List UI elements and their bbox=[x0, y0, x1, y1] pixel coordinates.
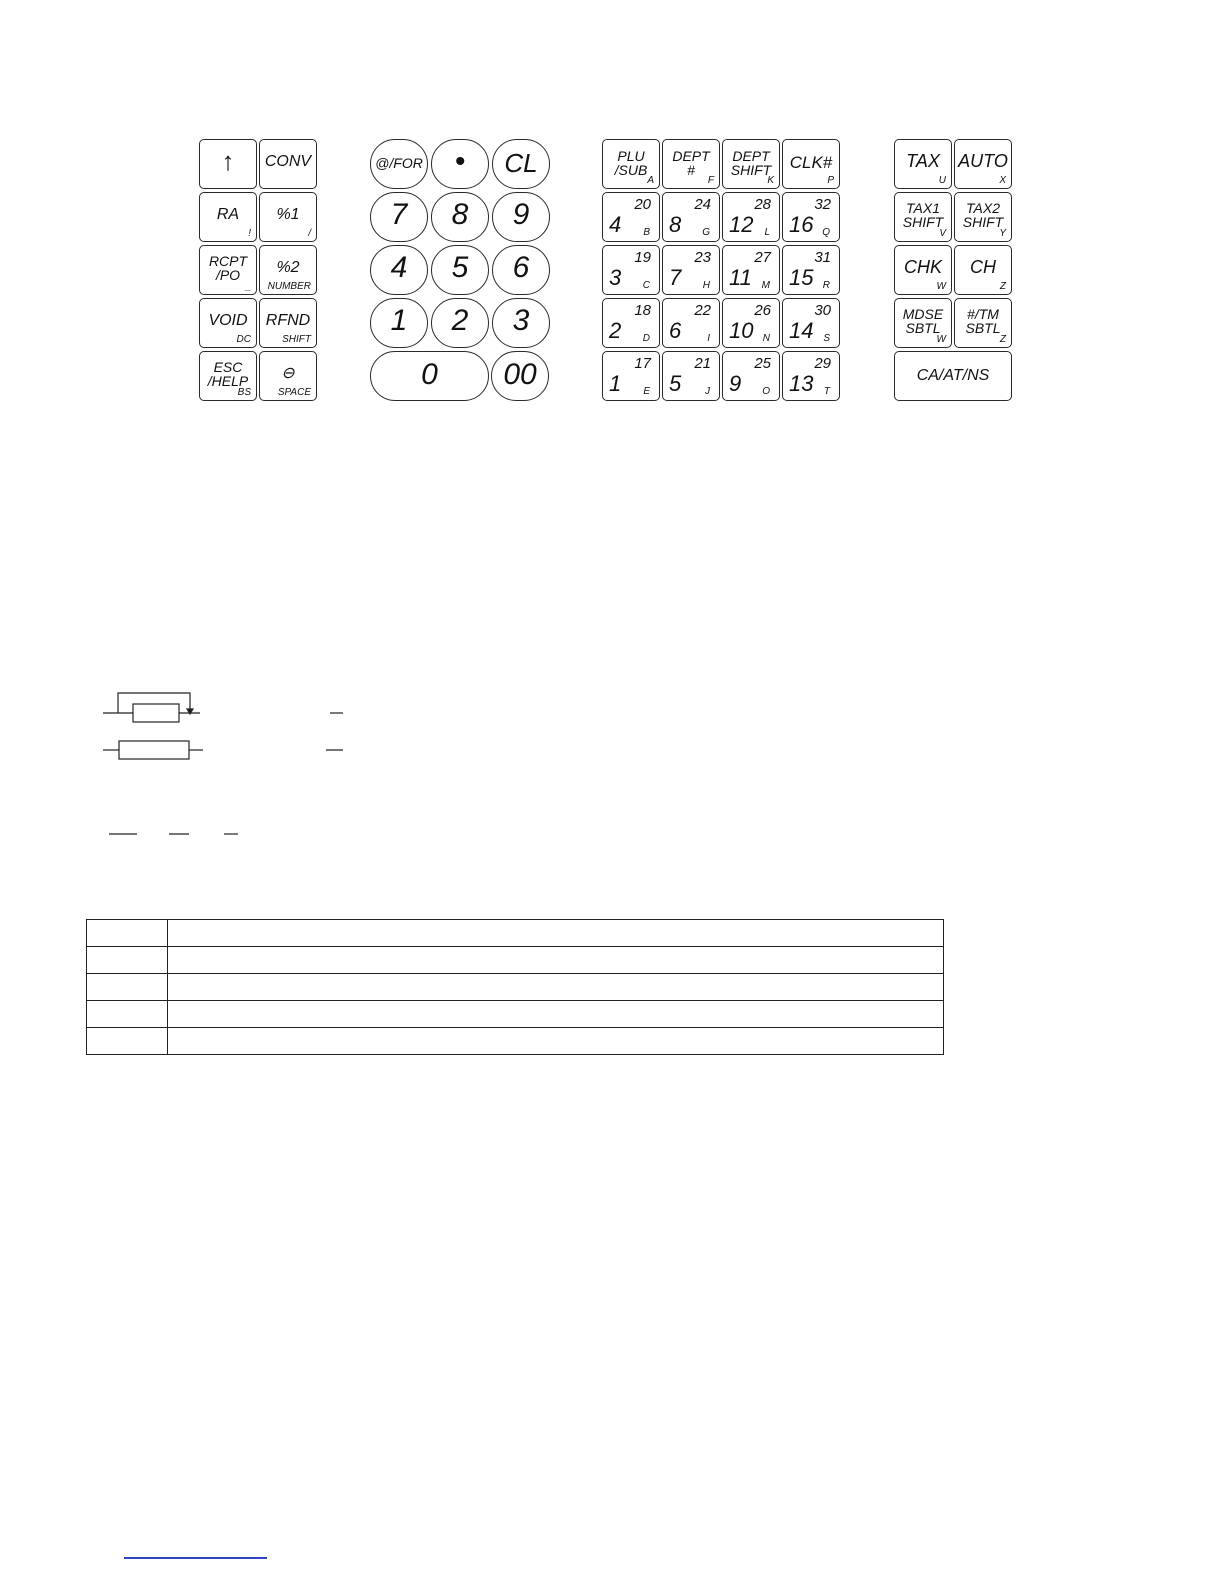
key-label: CHK bbox=[903, 257, 942, 277]
key-sublabel: W bbox=[936, 281, 946, 292]
key-label: %1 bbox=[276, 206, 300, 223]
key-label: ⊖ bbox=[281, 365, 295, 382]
key-sublabel: X bbox=[999, 175, 1006, 186]
dept-letter: H bbox=[702, 280, 710, 291]
dept-letter: G bbox=[702, 227, 710, 238]
dept-upper-number: 26 bbox=[754, 302, 771, 319]
table-cell bbox=[168, 974, 944, 1001]
key-sublabel: K bbox=[767, 175, 774, 186]
key-sublabel: DC bbox=[236, 334, 251, 345]
dept-upper-number: 28 bbox=[754, 196, 771, 213]
dept-letter: C bbox=[642, 280, 650, 291]
key-sublabel: Y bbox=[999, 228, 1006, 239]
dept-upper-number: 29 bbox=[814, 355, 831, 372]
key-label: MDSE SBTL bbox=[902, 306, 944, 336]
dept-lower-number: 13 bbox=[789, 371, 814, 396]
dept-lower-number: 14 bbox=[789, 318, 814, 343]
key-sublabel: P bbox=[827, 175, 834, 186]
key-label: 9 bbox=[512, 198, 530, 231]
key-label: RCPT /PO bbox=[208, 253, 248, 283]
dept-upper-number: 25 bbox=[754, 355, 771, 372]
key-label: 00 bbox=[503, 358, 537, 391]
table-cell bbox=[168, 920, 944, 947]
dept-lower-number: 6 bbox=[669, 318, 682, 343]
dept-lower-number: 12 bbox=[729, 212, 754, 237]
dept-upper-number: 22 bbox=[694, 302, 711, 319]
key-label: 1 bbox=[390, 304, 408, 337]
dept-letter: J bbox=[705, 386, 710, 397]
table-cell bbox=[87, 947, 168, 974]
key-sublabel: SHIFT bbox=[282, 334, 311, 345]
key-label: @/FOR bbox=[375, 155, 423, 171]
dept-upper-number: 31 bbox=[814, 249, 831, 266]
dept-letter: Q bbox=[822, 227, 830, 238]
key-label: AUTO bbox=[958, 151, 1008, 171]
dept-letter: E bbox=[643, 386, 650, 397]
table-cell bbox=[87, 1028, 168, 1055]
dept-lower-number: 8 bbox=[669, 212, 682, 237]
key-label: 5 bbox=[451, 251, 469, 284]
table-cell bbox=[168, 1001, 944, 1028]
key-label: 0 bbox=[421, 358, 438, 391]
key-input-symbol bbox=[103, 741, 203, 759]
dept-letter: D bbox=[642, 333, 650, 344]
dept-upper-number: 20 bbox=[634, 196, 651, 213]
key-sublabel: _ bbox=[245, 281, 251, 292]
key-label: #/TM SBTL bbox=[965, 306, 1001, 336]
key-label: 6 bbox=[512, 251, 530, 284]
dept-lower-number: 16 bbox=[789, 212, 814, 237]
key-label: ESC /HELP bbox=[207, 359, 249, 389]
key-label: TAX1 SHIFT bbox=[902, 200, 944, 230]
key-label: CLK# bbox=[789, 153, 833, 172]
dept-letter: R bbox=[822, 280, 830, 291]
dept-lower-number: 2 bbox=[609, 318, 622, 343]
table-row bbox=[87, 947, 944, 974]
key-label: 3 bbox=[512, 304, 530, 337]
dept-lower-number: 1 bbox=[609, 371, 622, 396]
key-sublabel: Z bbox=[999, 334, 1006, 345]
key-sublabel: V bbox=[939, 228, 946, 239]
key-label: 2 bbox=[451, 304, 469, 337]
dept-letter: I bbox=[707, 333, 710, 344]
dept-upper-number: 32 bbox=[814, 196, 831, 213]
dept-lower-number: 11 bbox=[729, 265, 752, 290]
key-label: TAX2 SHIFT bbox=[962, 200, 1004, 230]
dept-upper-number: 30 bbox=[814, 302, 831, 319]
table-row bbox=[87, 920, 944, 947]
key-sublabel: NUMBER bbox=[267, 281, 311, 292]
key-label: • bbox=[454, 145, 466, 178]
key-label: VOID bbox=[208, 312, 248, 329]
footer-link-underline[interactable] bbox=[124, 1557, 267, 1559]
dept-upper-number: 27 bbox=[754, 249, 771, 266]
dept-lower-number: 9 bbox=[729, 371, 742, 396]
table-row bbox=[87, 974, 944, 1001]
dept-letter: M bbox=[761, 280, 770, 291]
dept-upper-number: 19 bbox=[634, 249, 651, 266]
key-sublabel: F bbox=[707, 175, 714, 186]
key-label: CONV bbox=[264, 153, 312, 170]
key-sublabel: U bbox=[938, 175, 946, 186]
key-sublabel: A bbox=[647, 175, 654, 186]
dept-upper-number: 21 bbox=[694, 355, 711, 372]
key-label: DEPT SHIFT bbox=[730, 148, 772, 178]
key-label: CA/AT/NS bbox=[916, 367, 990, 384]
key-sublabel: / bbox=[308, 228, 311, 239]
key-label: 8 bbox=[451, 198, 469, 231]
key-label: ↑ bbox=[221, 146, 235, 176]
key-label: CL bbox=[504, 148, 538, 178]
dept-lower-number: 15 bbox=[789, 265, 814, 290]
dept-letter: T bbox=[823, 386, 830, 397]
dept-letter: S bbox=[823, 333, 830, 344]
repeatable-key-symbol bbox=[103, 693, 200, 722]
key-sublabel: W bbox=[936, 334, 946, 345]
table-cell bbox=[87, 920, 168, 947]
table-cell bbox=[87, 1001, 168, 1028]
table-cell bbox=[168, 1028, 944, 1055]
key-label: DEPT # bbox=[672, 148, 710, 178]
dept-lower-number: 4 bbox=[609, 212, 622, 237]
key-label: TAX bbox=[906, 151, 940, 171]
dept-upper-number: 18 bbox=[634, 302, 651, 319]
key-sublabel: Z bbox=[999, 281, 1006, 292]
key-label: CH bbox=[970, 257, 996, 277]
table-cell bbox=[168, 947, 944, 974]
table-cell bbox=[87, 974, 168, 1001]
dept-letter: L bbox=[764, 227, 770, 238]
dept-letter: B bbox=[643, 227, 650, 238]
dept-upper-number: 23 bbox=[694, 249, 711, 266]
key-label: RFND bbox=[265, 312, 311, 329]
table-row bbox=[87, 1001, 944, 1028]
key-label: RA bbox=[216, 206, 240, 223]
key-label: PLU /SUB bbox=[614, 148, 648, 178]
dept-lower-number: 7 bbox=[669, 265, 682, 290]
key-sublabel: SPACE bbox=[277, 387, 311, 398]
dept-lower-number: 5 bbox=[669, 371, 682, 396]
key-sublabel: ! bbox=[248, 228, 251, 239]
key-label: 4 bbox=[390, 251, 408, 284]
blank-table bbox=[86, 919, 944, 1055]
key-label: 7 bbox=[390, 198, 408, 231]
key-label: %2 bbox=[276, 259, 300, 276]
dept-upper-number: 17 bbox=[634, 355, 651, 372]
dept-lower-number: 3 bbox=[609, 265, 622, 290]
table-row bbox=[87, 1028, 944, 1055]
key-sublabel: BS bbox=[237, 387, 251, 398]
dept-letter: O bbox=[762, 386, 770, 397]
dept-upper-number: 24 bbox=[694, 196, 711, 213]
dept-lower-number: 10 bbox=[729, 318, 754, 343]
dept-letter: N bbox=[762, 333, 770, 344]
